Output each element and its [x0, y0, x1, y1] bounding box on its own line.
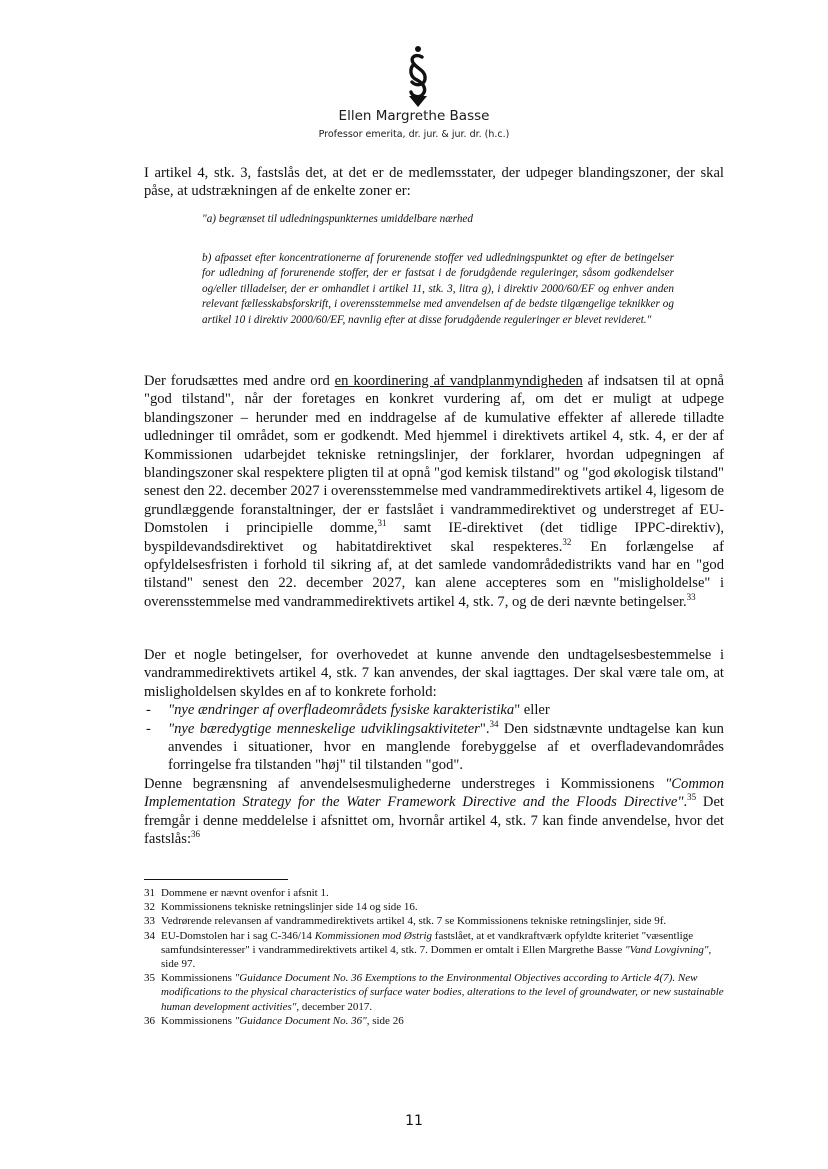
footnote-text-part: Kommissionens: [161, 972, 235, 985]
intro-paragraph: I artikel 4, stk. 3, fastslås det, at det er de medlemsstater, der udpeger blandingszoner, der skal påse, at udstrækningen af de enkelte zoner er:: [144, 165, 724, 200]
italic-title: "Common Implementation Strategy for the Water Framework Directive and the Floods Directive": [144, 775, 724, 811]
footnote-text: Vedrørende relevansen af vandrammedirektivets artikel 4, stk. 7 se Kommissionens tekniske retningslinjer, side 9f.: [161, 915, 667, 928]
footnote-divider: [144, 879, 288, 880]
paragraph-text-part: Denne begrænsning af anvendelsesmulighederne understreges i Kommissionens: [144, 775, 666, 792]
footnote-text: [161, 1014, 729, 1028]
footnote-32: [144, 900, 729, 914]
footnote-34: [144, 929, 729, 972]
footnote-text: Kommissionens tekniske retningslinjer side 14 og side 16.: [161, 901, 418, 914]
bullet-text-rest: ".: [479, 720, 490, 737]
section-sign-logo-icon: [403, 44, 433, 108]
footnote-ref-33: 33: [686, 592, 696, 603]
quote-item-a: "a) begrænset til udledningspunkternes umiddelbare nærhed: [202, 213, 473, 225]
footnote-text-part: fastslået, at et vandkraftværk opfyldte kriteriet "væsentlige samfundsinteresser" i vandrammedirektivets artikel 4, stk. 7. Dommen er omtalt i Ellen Margrethe Basse: [161, 929, 694, 956]
bullet-dash: -: [146, 720, 151, 737]
footnote-text: [161, 929, 729, 972]
paragraph-text: Der et nogle betingelser, for overhovedet at kunne anvende den undtagelsesbestemmelse i vandrammedirektivets artikel 4, stk. 7 kan anvendes, der skal iagttages. Der skal være tale om, at misligholdelsen skyldes en af to konkrete forhold:: [144, 647, 724, 700]
book-title: "Vand Lovgivning": [625, 943, 709, 956]
footnote-number: 35: [144, 972, 155, 985]
bullet-text: [168, 701, 724, 719]
paragraph-conditions: [144, 646, 724, 848]
document-title: "Guidance Document No. 36",: [234, 1014, 370, 1027]
author-title: Professor emerita, dr. jur. & jur. dr. (h.c.): [318, 129, 510, 140]
footnote-text: [161, 971, 729, 1014]
underlined-phrase: en koordinering af vandplanmyndigheden: [334, 373, 583, 389]
paragraph-text: Der forudsættes med andre ord: [144, 373, 335, 389]
footnote-ref-32: 32: [562, 536, 572, 547]
footnote-ref-36: 36: [191, 829, 201, 840]
footnote-number: 36: [144, 1014, 155, 1027]
footnote-number: 31: [144, 887, 155, 899]
footnote-text-part: side 26: [369, 1014, 404, 1027]
footnote-text: Dommene er nævnt ovenfor i afsnit 1.: [161, 887, 329, 899]
paragraph-coordination: [144, 372, 724, 611]
bullet-dash: -: [146, 702, 151, 719]
bullet-text: [168, 720, 724, 775]
quote-item-b: b) afpasset efter koncentrationerne af forurenende stoffer ved udledningspunktet og efter de betingelser for udledning af forurenende stoffer, der er fastsat i de forudgående reguleringer, såsom godkendelser og/eller tilladelser, der er omhandlet i artikel 11, stk. 3, litra g), i direktiv 2000/60/EF og enhver anden relevant fællesskabsforskrift, i overensstemmelse med anvendelsen af de bedste tilgængelige teknikker og artikel 10 i direktiv 2000/60/EF, navnlig efter at disse forudgående reguleringer er blevet revideret.": [202, 252, 674, 326]
bullet-item: [144, 720, 724, 775]
footnote-number: 32: [144, 901, 155, 914]
document-title: "Guidance Document No. 36 Exemptions to the Environmental Objectives according to Article 4(7). New modifications to the physical characteristics of surface water bodies, alterations to the level of groundwater, or new sustainable human development activities": [161, 972, 724, 1013]
paragraph-text: af indsatsen til at opnå "god tilstand", når der foretages en konkret vurdering af, om det er muligt at udpege blandingszoner – herunder med en inddragelse af de kumulative effekter af allerede tilladte udledninger til området, som er godkendt. Med hjemmel i direktivets artikel 4, stk. 4, er der af Kommissionen udarbejdet tekniske retningslinjer, der forklarer, hvordan udpegningen af blandingszoner skal respektere pligten til at opnå "god kemisk tilstand" og "god økologisk tilstand" senest den 22. december 2027 i overensstemmelse med vandrammedirektivets artikel 4, ligesom de grundlæggende foranstaltninger, der er fastslået i vandrammedirektivet og understreget af EU-Domstolen i principielle domme,: [144, 373, 724, 537]
paragraph-text: [144, 775, 724, 849]
footnote-number: 33: [144, 915, 155, 928]
footnote-text-part: EU-Domstolen har i sag C-346/14: [161, 929, 315, 942]
footnote-text-part: , side 97.: [161, 943, 712, 971]
footnote-number: 34: [144, 929, 155, 942]
footnote-35: [144, 971, 729, 1014]
footnote-ref-35: 35: [687, 792, 697, 803]
footnote-text-part: Kommissionens: [161, 1014, 235, 1027]
paragraph-text-part: .: [683, 794, 688, 811]
footnote-text-part: , december 2017.: [296, 1000, 373, 1013]
quoted-phrase: "nye bæredygtige menneskelige udviklingsaktiviteter: [168, 720, 480, 737]
footnote-ref-34: 34: [489, 718, 499, 729]
footnote-33: [144, 914, 729, 928]
paragraph-text-part: Det fremgår i denne meddelelse i afsnittet om, hvornår artikel 4, stk. 7 kan finde anvendelse, hvor det fastslås:: [144, 794, 724, 848]
author-name: Ellen Margrethe Basse: [338, 108, 490, 124]
bullet-text-tail: Den sidstnævnte undtagelse kan kun anvendes i situationer, hvor en manglende forebyggelse af et overfladevandområdes forringelse fra tilstanden "høj" til tilstanden "god".: [168, 720, 724, 774]
case-name: Kommissionen mod Østrig: [314, 929, 433, 942]
footnote-36: [144, 1014, 729, 1028]
paragraph-text: samt IE-direktivet (det tidlige IPPC-direktiv), byspildevandsdirektivet og habitatdirektivet skal respekteres.: [144, 520, 724, 555]
page-number: 11: [405, 1113, 423, 1129]
paragraph-text: En forlængelse af opfyldelsesfristen i forhold til sikring af, at det samlede vandområdedistrikts vand har en "god tilstand" senest den 22. december 2027, kan alene accepteres som en "misligholdelse" i overensstemmelse med vandrammedirektivets artikel 4, stk. 7, og de deri nævnte betingelser.: [144, 538, 724, 610]
footnotes: [144, 886, 729, 1028]
footnote-ref-31: 31: [377, 518, 387, 529]
quoted-phrase: "nye ændringer af overfladeområdets fysiske karakteristika: [168, 702, 515, 719]
bullet-text-rest: " eller: [514, 702, 550, 719]
footnote-31: [144, 886, 729, 900]
bullet-item: [144, 701, 724, 719]
